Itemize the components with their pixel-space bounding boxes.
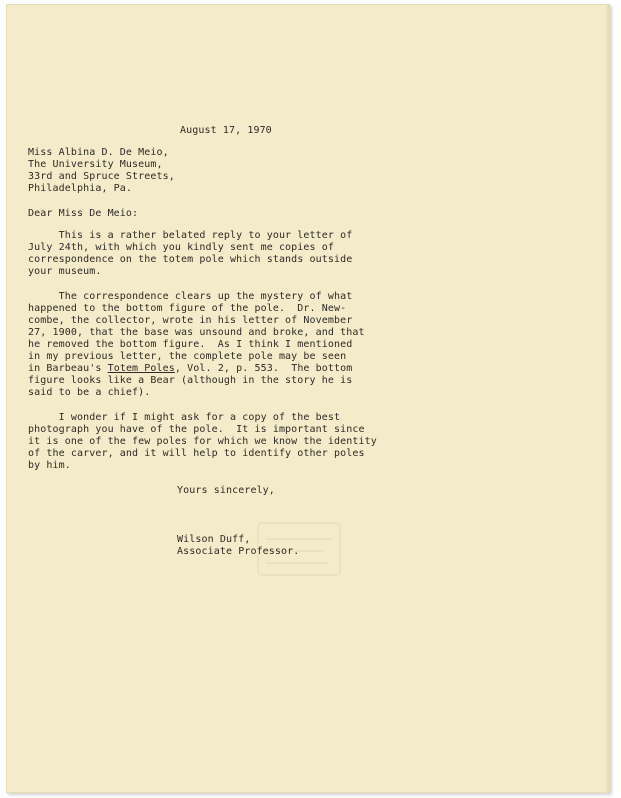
paper-edge [606, 4, 610, 793]
paragraph2-line: The correspondence clears up the mystery of what [28, 291, 353, 302]
paragraph1-line: correspondence on the totem pole which stands outside [28, 254, 353, 265]
letter-date: August 17, 1970 [180, 125, 272, 136]
book-title: Totem Poles [107, 363, 175, 374]
book-line-suffix: , Vol. 2, p. 553. The bottom [174, 363, 353, 374]
paragraph2-line: in my previous letter, the complete pole may be seen [28, 351, 347, 362]
paragraph3-line: I wonder if I might ask for a copy of the best [28, 412, 341, 423]
paragraph2-line: happened to the bottom figure of the pole. Dr. New- [28, 303, 347, 314]
closing: Yours sincerely, [177, 485, 275, 496]
paragraph3-line: it is one of the few poles for which we know the identity [28, 436, 377, 447]
paragraph3-line: photograph you have of the pole. It is important since [28, 424, 365, 435]
signer-name: Wilson Duff, [177, 534, 251, 545]
paragraph2-line: he removed the bottom figure. As I think I mentioned [28, 339, 353, 350]
letter-page [6, 4, 610, 793]
paragraph2-line: said to be a chief). [28, 387, 151, 398]
paragraph1-line: This is a rather belated reply to your letter of [28, 230, 353, 241]
paragraph3-line: by him. [28, 460, 71, 471]
book-line-prefix: in Barbeau's [28, 363, 108, 374]
address-line-city: Philadelphia, Pa. [28, 183, 133, 194]
paragraph2-line: figure looks like a Bear (although in the story he is [28, 375, 353, 386]
address-line-name: Miss Albina D. De Meio, [28, 147, 169, 158]
address-line-institution: The University Museum, [28, 159, 163, 170]
paragraph2-book-line [28, 363, 352, 375]
address-line-street: 33rd and Spruce Streets, [28, 171, 175, 182]
signer-title: Associate Professor. [177, 546, 300, 557]
paragraph2-line: combe, the collector, wrote in his letter of November [28, 315, 353, 326]
paragraph1-line: your museum. [28, 266, 102, 277]
paragraph2-line: 27, 1900, that the base was unsound and broke, and that [28, 327, 365, 338]
paragraph1-line: July 24th, with which you kindly sent me copies of [28, 242, 335, 253]
paragraph3-line: of the carver, and it will help to identify other poles [28, 448, 365, 459]
salutation: Dear Miss De Meio: [28, 208, 139, 219]
